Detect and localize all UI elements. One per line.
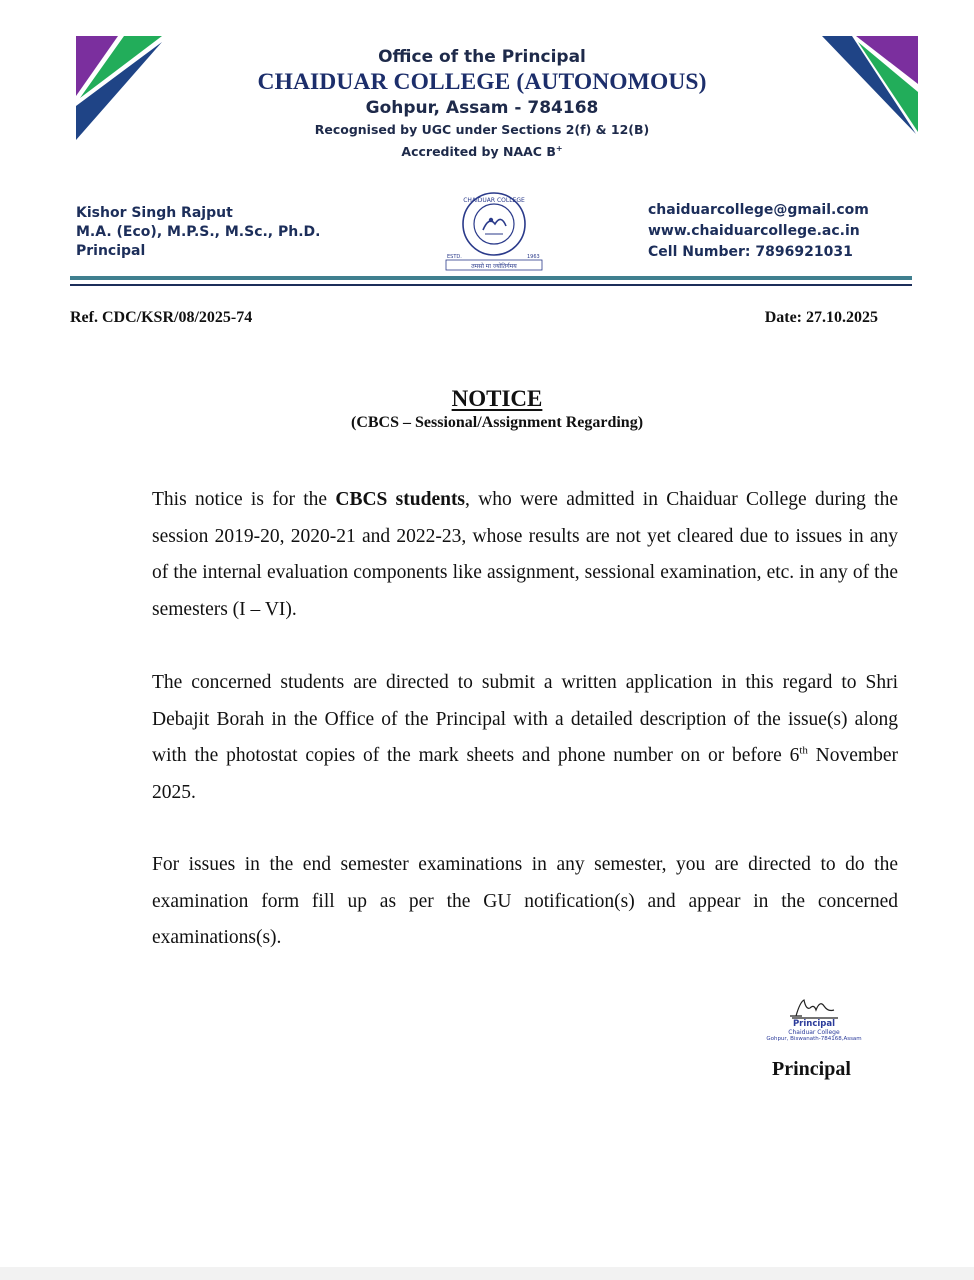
p2-text-b: November 2025. (152, 745, 898, 803)
p2-ordinal-sup: th (799, 744, 808, 757)
stamp-college: Chaiduar College (788, 1029, 840, 1036)
header-divider-thin (70, 284, 912, 286)
signature-icon (784, 996, 844, 1020)
p1-text-a: This notice is for the (152, 489, 336, 510)
header-divider-thick (70, 276, 912, 280)
college-name: CHAIDUAR COLLEGE (AUTONOMOUS) (257, 69, 707, 95)
naac-accreditation (0, 139, 974, 161)
college-seal-icon (443, 190, 545, 272)
notice-paragraph-2 (152, 665, 898, 811)
notice-subtitle: (CBCS – Sessional/Assignment Regarding) (350, 414, 644, 431)
signature-stamp (748, 996, 880, 1043)
principal-designation: Principal (76, 243, 146, 259)
college-address: Gohpur, Assam - 784168 (365, 98, 599, 118)
ugc-recognition: Recognised by UGC under Sections 2(f) & 12(B) (314, 122, 650, 137)
p2-text-a: The concerned students are directed to submit a written application in this regard to Shri Debajit Borah in the Office of the Principal with a detailed description of the issue(s) along with the photostat copies of the mark sheets and phone number on or before 6 (152, 672, 898, 766)
principal-degrees: M.A. (Eco), M.P.S., M.Sc., Ph.D. (76, 224, 321, 240)
seal-ring-text: CHAIDUAR COLLEGE (463, 197, 525, 204)
signatory-label: Principal (772, 1058, 851, 1080)
notice-paragraph-1 (152, 482, 898, 628)
stamp-address: Gohpur, Biswanath-784168,Assam (766, 1036, 862, 1042)
naac-text: Accredited by NAAC B (401, 144, 556, 160)
naac-grade-sup: + (555, 144, 563, 153)
contact-website[interactable]: www.chaiduarcollege.ac.in (648, 223, 860, 239)
p1-bold-text: CBCS students (335, 489, 466, 510)
bottom-edge (0, 1267, 974, 1280)
p1-text-b: , who were admitted in Chaiduar College during the session 2019-20, 2020-21 and 2022-23, whose results are not yet cleared due to issues in any of the internal evaluation components like assignment, sessional examination, etc. in any of the semesters (I – VI). (152, 489, 898, 620)
office-heading: Office of the Principal (378, 47, 586, 67)
seal-motto: तमसो मा ज्योतिर्गमय (471, 263, 517, 270)
letterhead (0, 46, 974, 161)
seal-estd-year: 1963 (527, 254, 540, 260)
reference-number: Ref. CDC/KSR/08/2025-74 (70, 309, 253, 326)
seal-estd-label: ESTD. (447, 254, 462, 260)
contact-info (648, 200, 869, 263)
notice-paragraph-3: For issues in the end semester examinations in any semester, you are directed to do the examination form fill up as per the GU notification(s) and appear in the concerned examinations(s). (152, 854, 898, 948)
principal-name: Kishor Singh Rajput (76, 205, 233, 221)
stamp-title: Principal (792, 1019, 836, 1029)
notice-title: NOTICE (451, 386, 543, 411)
notice-date: Date: 27.10.2025 (764, 309, 878, 326)
contact-cell: Cell Number: 7896921031 (648, 244, 853, 260)
contact-email[interactable]: chaiduarcollege@gmail.com (648, 202, 869, 218)
principal-info (76, 204, 321, 261)
